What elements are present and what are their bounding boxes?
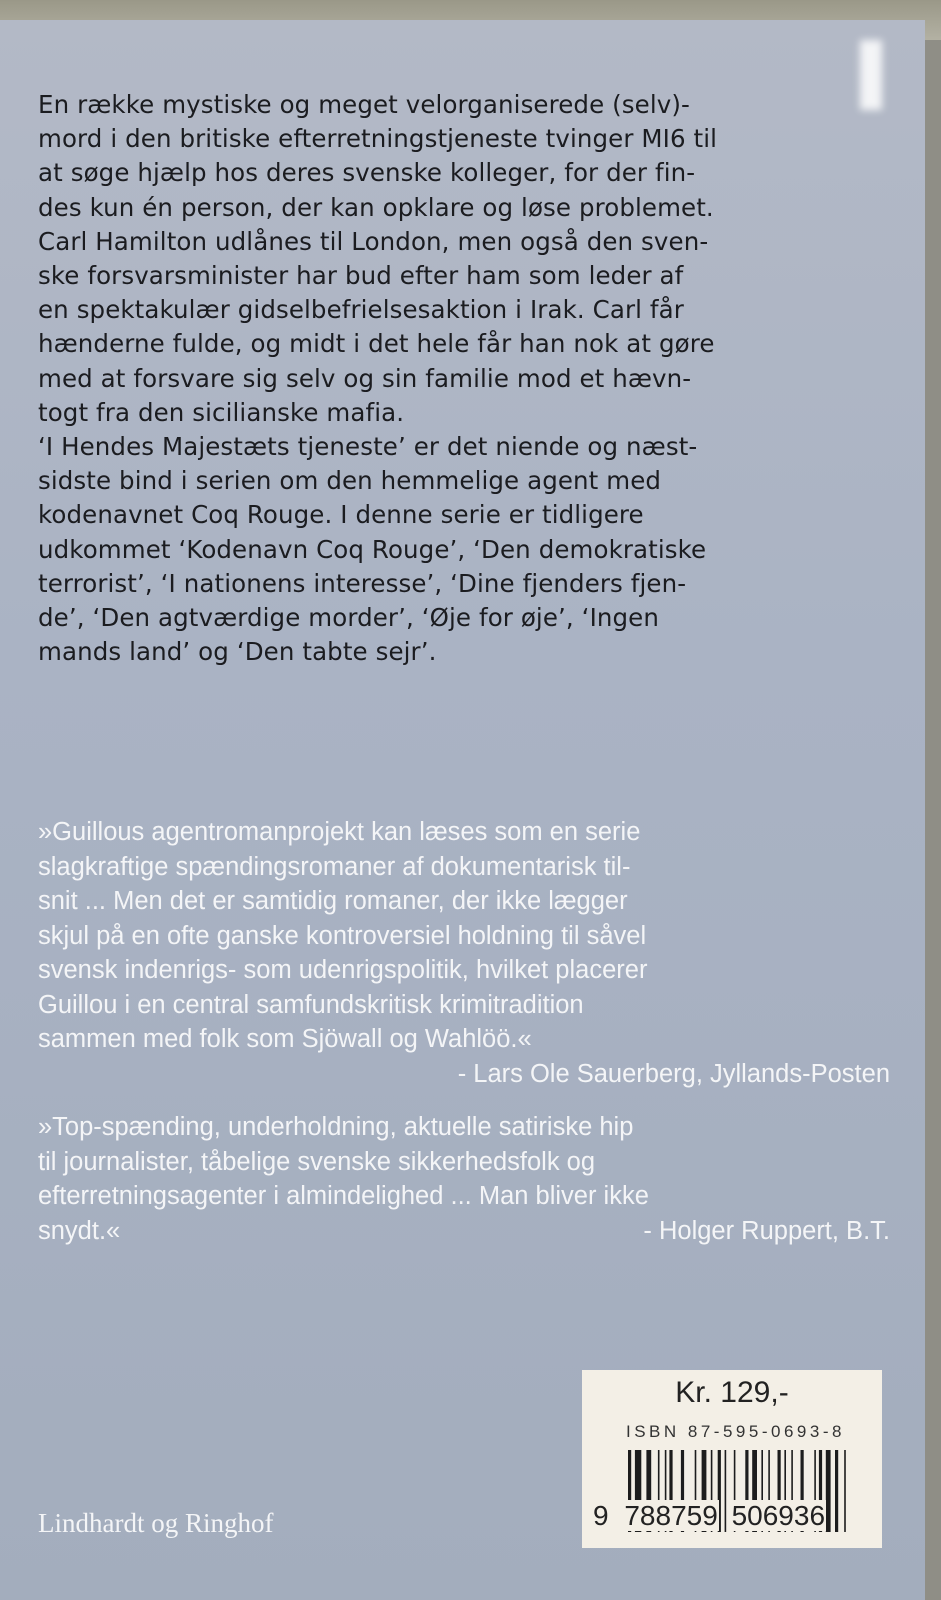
quote-attribution: - Lars Ole Sauerberg, Jyllands-Posten [457,1059,890,1088]
blurb-line: udkommet ‘Kodenavn Coq Rouge’, ‘Den demokratiske [38,534,707,564]
quote-line: slagkraftige spændingsromaner af dokumentarisk til- [38,852,631,881]
quote-line: svensk indenrigs- som udenrigspolitik, hvilket placerer [38,956,648,984]
isbn: ISBN 87-595-0693-8 [626,1422,845,1441]
ean-left-group: 788759 [624,1500,718,1531]
quote-line: »Guillous agentromanprojekt kan læses som en serie [38,818,641,846]
quote-line: til journalister, tåbelige svenske sikkerhedsfolk og [38,1147,596,1176]
blurb-line: En række mystiske og meget velorganiserede (selv)- [38,90,690,119]
publisher-name: Lindhardt og Ringhof [38,1508,274,1538]
blurb-line: en spektakulær gidselbefrielsesaktion i Irak. Carl får [38,295,684,325]
blurb-line: ‘I Hendes Majestæts tjeneste’ er det niende og næst- [38,432,698,462]
blurb-line: Carl Hamilton udlånes til London, men også den sven- [38,226,709,256]
blurb-line: at søge hjælp hos deres svenske kolleger, for der fin- [38,158,696,188]
blurb-line: med at forsvare sig selv og sin familie mod et hævn- [38,363,692,393]
barcode-bar [844,1450,846,1532]
review-quote-1 [38,815,908,1091]
price: Kr. 129,- [675,1376,789,1409]
blurb-text [38,88,908,669]
blurb-line: terrorist’, ‘I nationens interesse’, ‘Dine fjenders fjen- [38,568,687,598]
price-barcode-label [582,1370,882,1548]
blurb-line: mands land’ og ‘Den tabte sejr’. [38,637,437,667]
blurb-line: hænderne fulde, og midt i det hele får han nok at gøre [38,329,715,359]
blurb-line: des kun én person, der kan opklare og løse problemet. [38,192,714,222]
blurb-line: togt fra den sicilianske mafia. [38,397,405,427]
blurb-line: sidste bind i serien om den hemmelige agent med [38,466,662,496]
ean-number [592,1500,826,1532]
ean-right-group: 506936 [731,1500,826,1531]
quote-line: »Top-spænding, underholdning, aktuelle satiriske hip [38,1113,634,1141]
blurb-line: mord i den britiske efterretningstjeneste tvinger MI6 til [38,124,718,154]
ean-first-digit: 9 [593,1500,609,1531]
quote-line: efterretningsagenter i almindelighed ... Man bliver ikke [38,1182,649,1210]
review-quote-2 [38,1110,908,1248]
blurb-line: ske forsvarsminister har bud efter ham som leder af [38,261,684,291]
blurb-line: kodenavnet Coq Rouge. I denne serie er tidligere [38,500,644,530]
quote-line: snydt.« [38,1216,121,1245]
quote-line: snit ... Men det er samtidig romaner, der ikke lægger [38,887,628,915]
barcode-bar [826,1450,831,1532]
quote-line: skjul på en ofte ganske kontroversiel holdning til såvel [38,921,647,950]
blurb-line: de’, ‘Den agtværdige morder’, ‘Øje for øje’, ‘Ingen [38,603,659,633]
quote-line: Guillou i en central samfundskritisk krimitradition [38,990,584,1019]
quote-line: sammen med folk som Sjöwall og Wahlöö.« [38,1025,532,1053]
barcode-bar [835,1450,838,1532]
quote-attribution: - Holger Ruppert, B.T. [643,1216,890,1245]
